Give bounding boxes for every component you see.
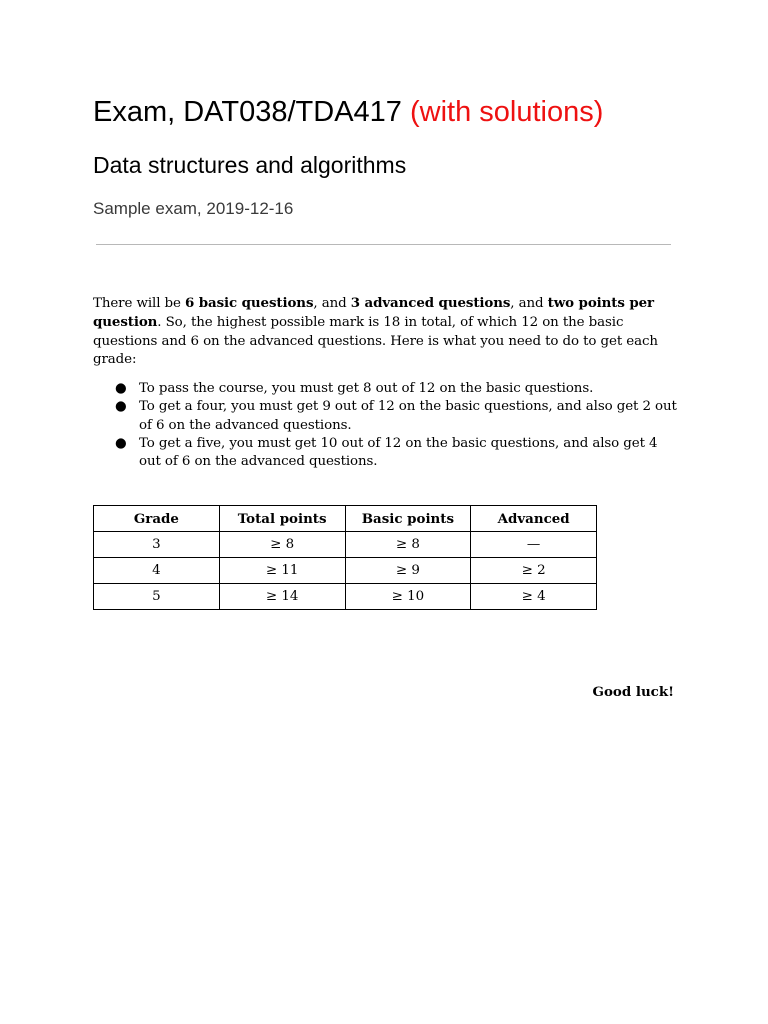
intro-text-3: , and (510, 296, 548, 311)
exam-date: Sample exam, 2019-12-16 (93, 199, 294, 218)
header-basic-points: Basic points (345, 506, 471, 532)
course-subtitle: Data structures and algorithms (93, 152, 407, 178)
grade-requirements-list (115, 380, 679, 471)
list-item (115, 435, 679, 472)
table-cell: — (471, 532, 597, 558)
intro-text-1: There will be (93, 296, 185, 311)
table-cell: 3 (94, 532, 220, 558)
table-cell: ≥ 2 (471, 558, 597, 584)
list-item-text: To get a five, you must get 10 out of 12 on the basic questions, and also get 4 out of 6 on the advanced questions. (139, 435, 658, 470)
bullet-icon: ● (115, 399, 127, 415)
intro-paragraph (93, 294, 678, 369)
table-cell: ≥ 9 (345, 558, 471, 584)
intro-text-2: , and (313, 296, 351, 311)
grade-table (93, 505, 597, 610)
table-cell: ≥ 4 (471, 584, 597, 610)
intro-basic-count: 6 basic questions (184, 295, 314, 311)
header-total-points: Total points (219, 506, 345, 532)
list-item (115, 398, 679, 435)
header-grade: Grade (94, 506, 220, 532)
table-cell: ≥ 14 (219, 584, 345, 610)
intro-points-per-question: two points per question (93, 295, 655, 331)
exam-title (93, 96, 603, 129)
list-item-text: To get a four, you must get 9 out of 12 on the basic questions, and also get 2 out of 6 on the advanced questions. (139, 399, 677, 433)
table-row (94, 558, 597, 584)
table-cell: 4 (94, 558, 220, 584)
table-cell: ≥ 10 (345, 584, 471, 610)
list-item-text: To pass the course, you must get 8 out of 12 on the basic questions. (139, 381, 594, 396)
table-cell: ≥ 8 (345, 532, 471, 558)
table-header-row (94, 506, 597, 532)
intro-text-4: . So, the highest possible mark is 18 in total, of which 12 on the basic questions and 6 on the advanced questions. Here is what you need to do to get each grade: (93, 315, 658, 367)
exam-title-accent: (with solutions) (409, 96, 604, 128)
horizontal-divider (96, 244, 671, 245)
table-row (94, 584, 597, 610)
exam-title-main: Exam, DAT038/TDA417 (93, 96, 402, 128)
bullet-icon: ● (115, 435, 127, 451)
header-advanced: Advanced (471, 506, 597, 532)
intro-advanced-count: 3 advanced questions (350, 295, 511, 311)
table-row (94, 532, 597, 558)
table-cell: 5 (94, 584, 220, 610)
table-cell: ≥ 8 (219, 532, 345, 558)
bullet-icon: ● (115, 381, 127, 396)
closing-text: Good luck! (592, 684, 674, 700)
list-item (115, 380, 679, 398)
table-cell: ≥ 11 (219, 558, 345, 584)
